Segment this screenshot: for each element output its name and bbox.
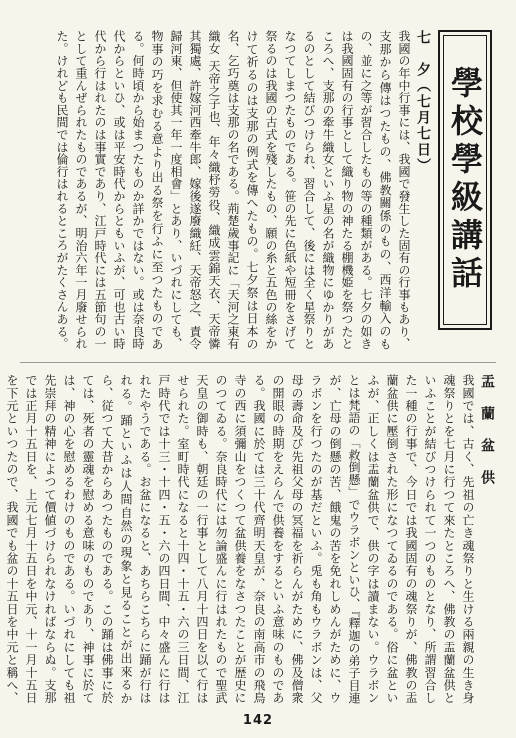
section-heading-urabon: 盂 蘭 盆 供: [479, 374, 495, 486]
top-section: [16, 30, 432, 350]
section-body-urabon: 我國では、古く、先祖の亡き魂祭りと生ける兩親の生き身魂祭りとを七月に行つて來たところへ、佛教の盂蘭盆供といふことが結びつけられて一つのものとなり、所謂習合した一種の行事で、今日では我國固有の魂祭りが、佛教の盂蘭盆供に壓倒された形になつてゐるのである。俗に盆といふが、正しくは盂蘭盆供で、供の字は讀まない。ウラボンとは梵語の「救倒懸」でウラボンといひ、『釋迦の弟子目連が、亡母の倒懸の苦、餓鬼の苦を免れしめんがために、ウラボンを行つたのが基だといふ。兎も角もウラボンは、父母の壽命及び先祖父母の冥福を祈らんがために、佛及僧衆の開眼の時期をえらんで供養をするといふ意味のものである。我國に於ては三十代齊明天皇が、奈良の南高市の飛鳥寺の西に須彌山をつくつて盆供養をなさつたことが歴史にのつてゐる。奈良時代には勿論盛んに行はれたもので聖武天皇の御時も、朝廷の一行事として八月十四日を以て行はせられた。室町時代になると十四・十五・六の三日間、江戸時代では十三・十四・五・六の四日間、中々盛んに行はれたやうである。お盆になると、あちらこちらに踊が行はれる。踊といふは人間自然の現象と見ることが出來るから、従つて大昔からあつたものである。この踊は佛事に於ては、死者の靈魂を慰める意味のものであり、神事に於ては、神の心を慰めるわけのものである。いづれにしても祖先崇拜の精神によつて價値づけられなければならぬ。支那では正月十五日を、上元七月十五日を中元、十一月十五日を下元といつたので、我國でも盆の十五日を中元と稱へ、: [5, 374, 475, 704]
bottom-section: [5, 374, 496, 704]
section-heading-tanabata: 七 夕（七月七日）: [415, 30, 431, 174]
column-title: 學校學級講話: [438, 30, 492, 330]
page-number: 142: [242, 713, 274, 728]
section-body-tanabata: 我國の年中行事には、我國で發生した固有の行事もあり、支那から傳はつたもの、佛教關係のもの、西洋輸入のもの、並に之等が習合したもの等の種類がある。七夕の如きは我國固有の行事として織り物の神たる棚機姫を祭つたところへ、支那の牽牛織女といふ星の名が織物にゆかりがあるのとして結びつけられ、習合して、後には全く星祭りとなつてしまつたものである。笹の先に色紙や短冊をさげて祭るのは我國の古式を殘したもの、願の糸と五色の絲をかけて祈るのは支那の例式を傳へたもの。七夕祭は日本の名、乞巧奠は支那の名である。荊楚歲事記に「天河之東有織女 天帝之子也、年々織杼勞役、織成雲錦天衣、天帝憐其獨處、許嫁河西牽牛郎、嫁後遂廢織紝、天帝怒之、責令歸河東、但使其一年一度相會」とあり、いづれにしても、物事の巧を求むる意より出る祭を行ふに至つたものである。何時頃から始まつたものか詳かではない。或は奈良時代からといひ、或は平安時代からともいふが、可也古い時代から行はれたのは事實であり、江戸時代には五節句の一として重んぜられたものであるが、明治六年一月廢せられた。けれども民間では倫行はれるところがたくさんある。: [55, 30, 411, 350]
section-divider: [20, 362, 496, 363]
